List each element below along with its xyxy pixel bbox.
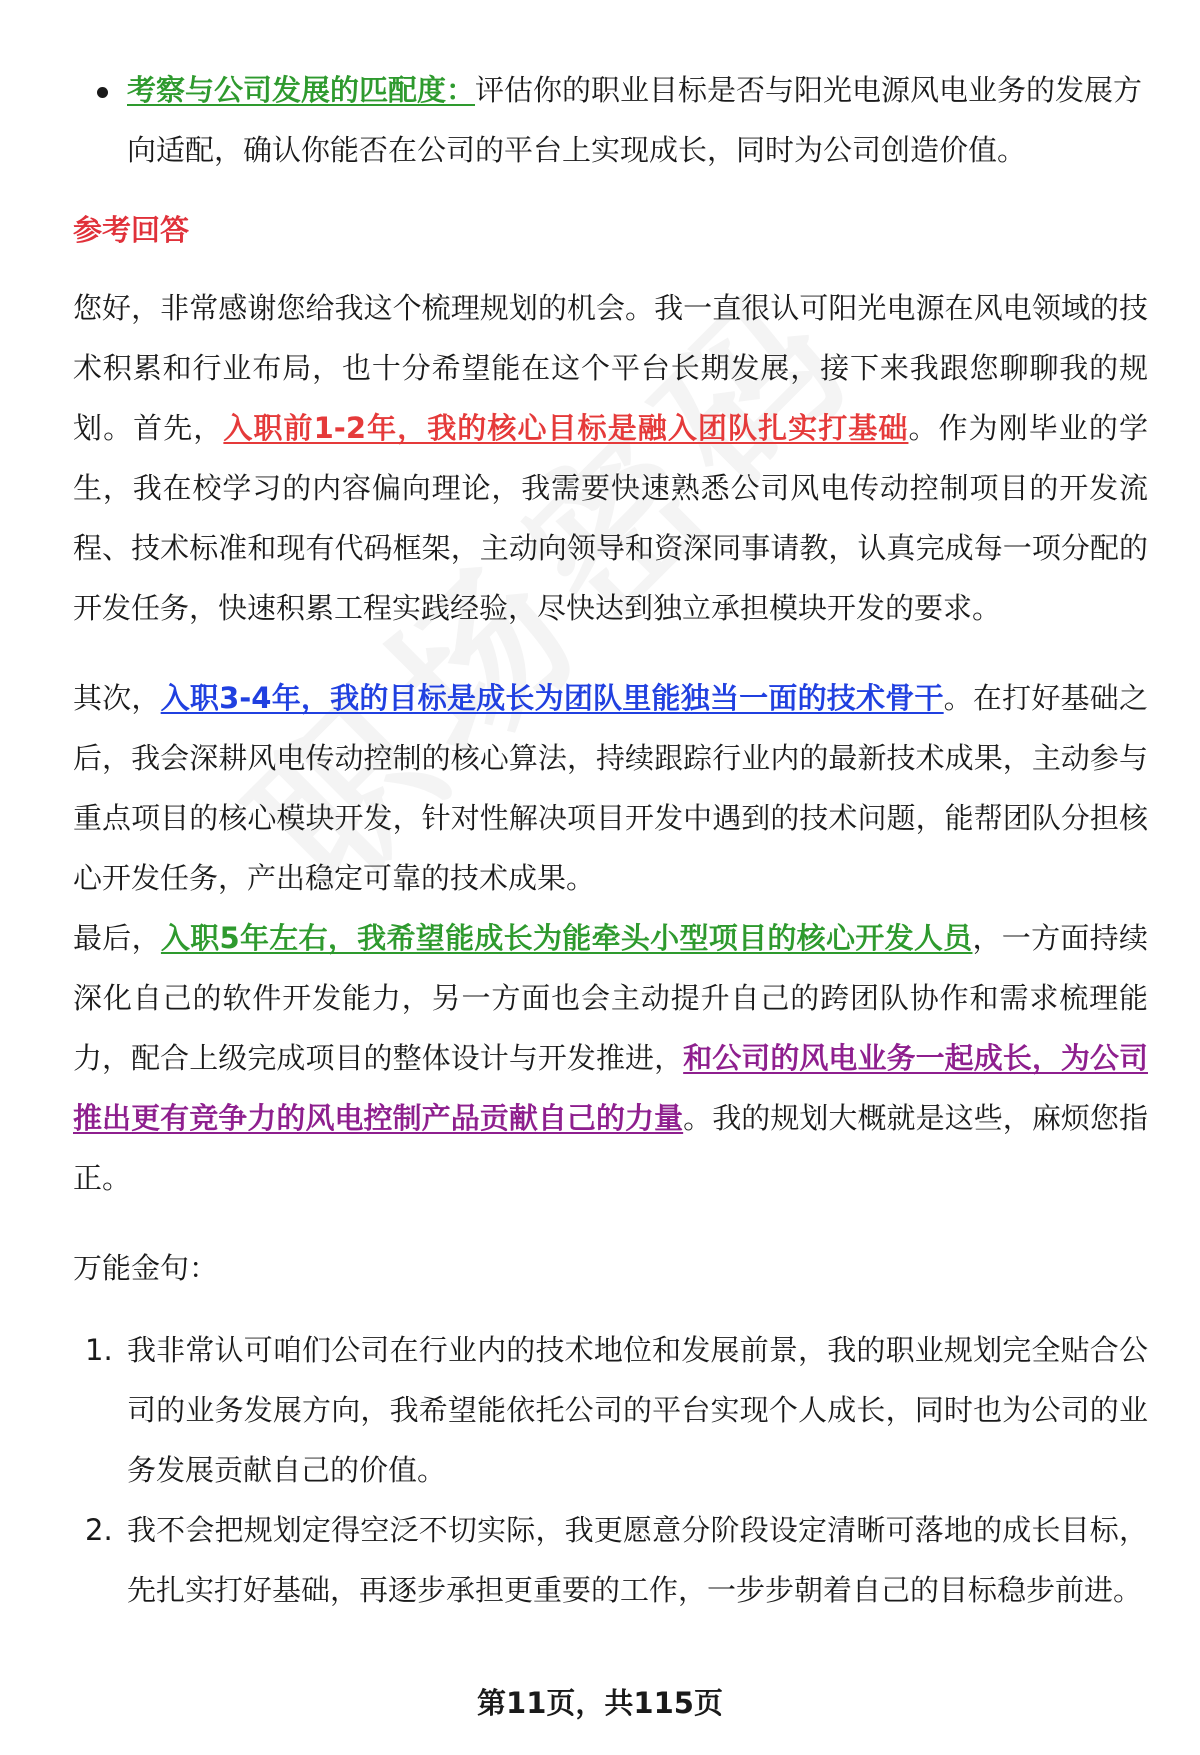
page-number: 第11页，共115页	[477, 1686, 723, 1720]
para3-text-b: ，一方面持续深化自己的软件开发能力，另一方面也会主动提升自己的跨团队协作和需求梳理能力，配合上级完成项目的整体设计与开发推进，	[73, 921, 1148, 1075]
para2-text-b: 。在打好基础之后，我会深耕风电传动控制的核心算法，持续跟踪行业内的最新技术成果，主动参与重点项目的核心模块开发，针对性解决项目开发中遇到的技术问题，能帮团队分担核心开发任务，产出稳定可靠的技术成果。	[73, 681, 1148, 895]
list-item-text: 我不会把规划定得空泛不切实际，我更愿意分阶段设定清晰可落地的成长目标，先扎实打好基础，再逐步承担更重要的工作，一步步朝着自己的目标稳步前进。	[127, 1513, 1148, 1607]
para3-text-a: 最后，	[73, 921, 161, 955]
para1-text-b: 。作为刚毕业的学生，我在校学习的内容偏向理论，我需要快速熟悉公司风电传动控制项目的开发流程、技术标准和现有代码框架，主动向领导和资深同事请教，认真完成每一项分配的开发任务，快速积累工程实践经验，尽快达到独立承担模块开发的要求。	[73, 411, 1148, 625]
para2-text-a: 其次，	[73, 681, 161, 715]
golden-sentences-list	[73, 1320, 1148, 1620]
list-item	[73, 1500, 1148, 1620]
bullet-label: 考察与公司发展的匹配度：	[127, 73, 476, 107]
para1-highlight: 入职前1-2年，我的核心目标是融入团队扎实打基础	[223, 411, 909, 445]
para3-text-c: 。我的规划大概就是这些，麻烦您指正。	[73, 1101, 1148, 1195]
bullet-item	[73, 60, 1148, 180]
list-item	[73, 1320, 1148, 1500]
para3-highlight-2: 和公司的风电业务一起成长，为公司推出更有竞争力的风电控制产品贡献自己的力量	[73, 1041, 1148, 1135]
bullet-text: 评估你的职业目标是否与阳光电源风电业务的发展方向适配，确认你能否在公司的平台上实现成长，同时为公司创造价值。	[127, 73, 1143, 167]
para1-text-a: 您好，非常感谢您给我这个梳理规划的机会。我一直很认可阳光电源在风电领域的技术积累和行业布局，也十分希望能在这个平台长期发展，接下来我跟您聊聊我的规划。首先，	[73, 291, 1148, 445]
reference-heading: 参考回答	[73, 213, 190, 247]
paragraph-stage-3	[73, 908, 1148, 1208]
paragraph-stage-2	[73, 668, 1148, 908]
para2-highlight: 入职3-4年，我的目标是成长为团队里能独当一面的技术骨干	[160, 681, 944, 715]
golden-sentences-heading: 万能金句：	[73, 1251, 219, 1285]
para3-highlight: 入职5年左右，我希望能成长为能牵头小型项目的核心开发人员	[160, 921, 973, 955]
list-item-number: 1.	[85, 1333, 113, 1367]
paragraph-stage-1	[73, 278, 1148, 638]
list-item-number: 2.	[85, 1513, 113, 1547]
list-item-text: 我非常认可咱们公司在行业内的技术地位和发展前景，我的职业规划完全贴合公司的业务发展方向，我希望能依托公司的平台实现个人成长，同时也为公司的业务发展贡献自己的价值。	[127, 1333, 1148, 1487]
document-page	[73, 60, 1148, 1620]
bullet-dot-icon	[97, 87, 108, 98]
